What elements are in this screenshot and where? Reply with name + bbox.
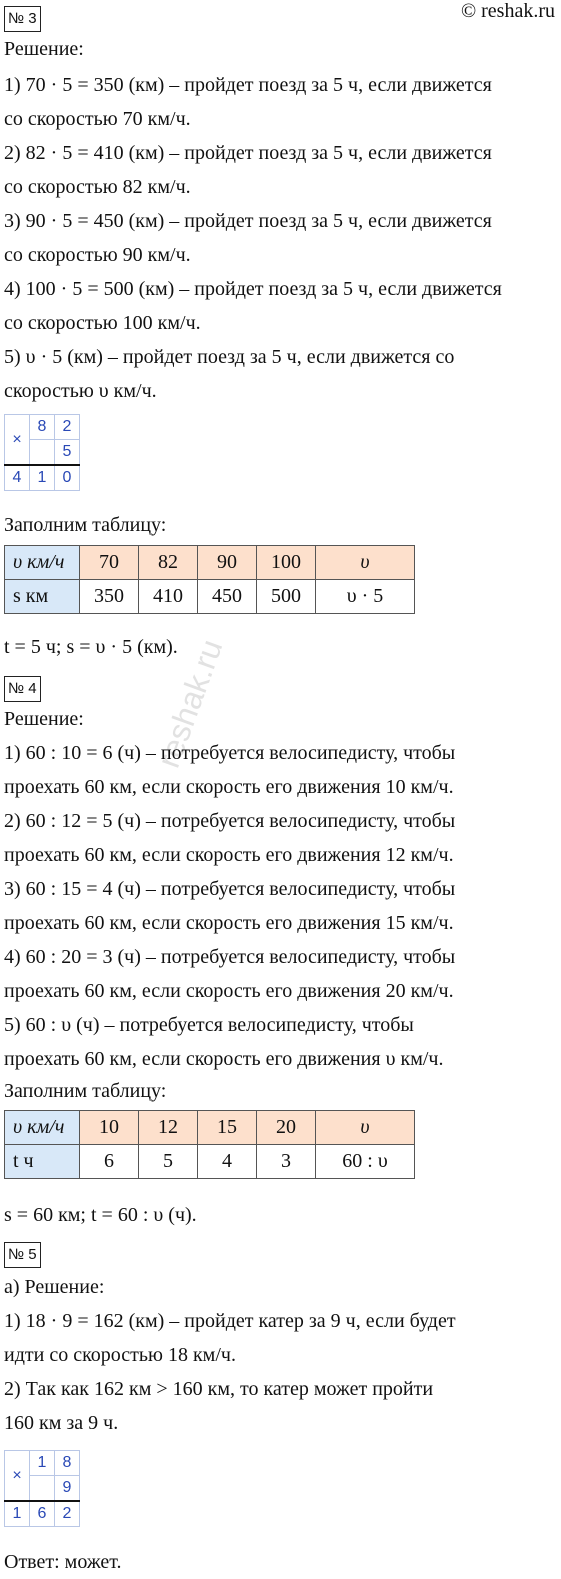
table-cell: 10 <box>80 1111 139 1145</box>
table-cell: 12 <box>139 1111 198 1145</box>
task3-formula: t = 5 ч; s = υ · 5 (км). <box>4 636 178 658</box>
table-cell: 100 <box>257 546 316 580</box>
watermark: reshak.ru <box>150 634 230 773</box>
table-cell: 5 <box>139 1145 198 1179</box>
task4-number: № 4 <box>4 676 41 702</box>
task5-solution-label: а) Решение: <box>4 1276 105 1298</box>
table-cell: 15 <box>198 1111 257 1145</box>
table-cell: 3 <box>257 1145 316 1179</box>
mult-digit <box>30 440 55 466</box>
task5-line: 2) Так как 162 км > 160 км, то катер может пройти <box>4 1378 434 1400</box>
table-cell: 6 <box>80 1145 139 1179</box>
task5-line: 160 км за 9 ч. <box>4 1412 119 1434</box>
mult-digit: 2 <box>55 1501 80 1527</box>
table-cell: 70 <box>80 546 139 580</box>
task5-line: идти со скоростью 18 км/ч. <box>4 1344 236 1366</box>
table-cell: 60 : υ <box>316 1145 415 1179</box>
table-cell: 82 <box>139 546 198 580</box>
task3-fill-label: Заполним таблицу: <box>4 514 167 536</box>
table-cell: 350 <box>80 580 139 614</box>
mult-digit: 4 <box>5 465 30 491</box>
task4-line: проехать 60 км, если скорость его движения 20 км/ч. <box>4 980 454 1002</box>
table-header: υ км/ч <box>5 546 80 580</box>
mult-digit: 1 <box>30 1451 55 1476</box>
task5-number: № 5 <box>4 1242 41 1268</box>
task4-formula: s = 60 км; t = 60 : υ (ч). <box>4 1204 197 1226</box>
task3-line: со скоростью 82 км/ч. <box>4 176 191 198</box>
mult-digit <box>30 1476 55 1502</box>
mult-digit: 9 <box>55 1476 80 1502</box>
task4-fill-label: Заполним таблицу: <box>4 1080 167 1102</box>
task3-line: скоростью υ км/ч. <box>4 380 157 402</box>
task3-line: со скоростью 70 км/ч. <box>4 108 191 130</box>
table-cell: 450 <box>198 580 257 614</box>
table-cell: υ <box>316 546 415 580</box>
task4-line: проехать 60 км, если скорость его движения 12 км/ч. <box>4 844 454 866</box>
task4-line: 2) 60 : 12 = 5 (ч) – потребуется велосипедисту, чтобы <box>4 810 456 832</box>
table-cell: 500 <box>257 580 316 614</box>
table-cell: 90 <box>198 546 257 580</box>
multiply-sign: × <box>5 1451 30 1502</box>
table-header: s км <box>5 580 80 614</box>
task4-line: 1) 60 : 10 = 6 (ч) – потребуется велосипедисту, чтобы <box>4 742 456 764</box>
task3-line: 1) 70 · 5 = 350 (км) – пройдет поезд за 5 ч, если движется <box>4 74 492 96</box>
mult-digit: 1 <box>30 465 55 491</box>
multiply-sign: × <box>5 415 30 466</box>
task4-solution-label: Решение: <box>4 708 84 730</box>
task4-line: 4) 60 : 20 = 3 (ч) – потребуется велосипедисту, чтобы <box>4 946 456 968</box>
task3-line: 4) 100 · 5 = 500 (км) – пройдет поезд за 5 ч, если движется <box>4 278 502 300</box>
table-header: t ч <box>5 1145 80 1179</box>
mult-digit: 0 <box>55 465 80 491</box>
task3-table <box>4 545 415 614</box>
table-cell: 4 <box>198 1145 257 1179</box>
mult-digit: 8 <box>30 415 55 440</box>
task3-line: со скоростью 90 км/ч. <box>4 244 191 266</box>
table-header: υ км/ч <box>5 1111 80 1145</box>
task5-line: 1) 18 · 9 = 162 (км) – пройдет катер за 9 ч, если будет <box>4 1310 456 1332</box>
task3-number: № 3 <box>4 6 41 32</box>
task4-line: проехать 60 км, если скорость его движения υ км/ч. <box>4 1048 444 1070</box>
task5-multiplication <box>4 1450 80 1527</box>
task4-line: проехать 60 км, если скорость его движения 10 км/ч. <box>4 776 454 798</box>
task3-line: 3) 90 · 5 = 450 (км) – пройдет поезд за 5 ч, если движется <box>4 210 492 232</box>
task4-line: 3) 60 : 15 = 4 (ч) – потребуется велосипедисту, чтобы <box>4 878 456 900</box>
task3-line: со скоростью 100 км/ч. <box>4 312 201 334</box>
table-cell: 410 <box>139 580 198 614</box>
task4-line: 5) 60 : υ (ч) – потребуется велосипедисту, чтобы <box>4 1014 414 1036</box>
task3-multiplication <box>4 414 80 491</box>
table-cell: 20 <box>257 1111 316 1145</box>
task3-solution-label: Решение: <box>4 38 84 60</box>
task5-answer: Ответ: может. <box>4 1551 122 1573</box>
table-cell: υ · 5 <box>316 580 415 614</box>
copyright: © reshak.ru <box>460 0 555 22</box>
mult-digit: 6 <box>30 1501 55 1527</box>
mult-digit: 8 <box>55 1451 80 1476</box>
table-cell: υ <box>316 1111 415 1145</box>
mult-digit: 1 <box>5 1501 30 1527</box>
task3-line: 2) 82 · 5 = 410 (км) – пройдет поезд за 5 ч, если движется <box>4 142 492 164</box>
task4-line: проехать 60 км, если скорость его движения 15 км/ч. <box>4 912 454 934</box>
task3-line: 5) υ · 5 (км) – пройдет поезд за 5 ч, если движется со <box>4 346 455 368</box>
mult-digit: 5 <box>55 440 80 466</box>
task4-table <box>4 1110 415 1179</box>
mult-digit: 2 <box>55 415 80 440</box>
